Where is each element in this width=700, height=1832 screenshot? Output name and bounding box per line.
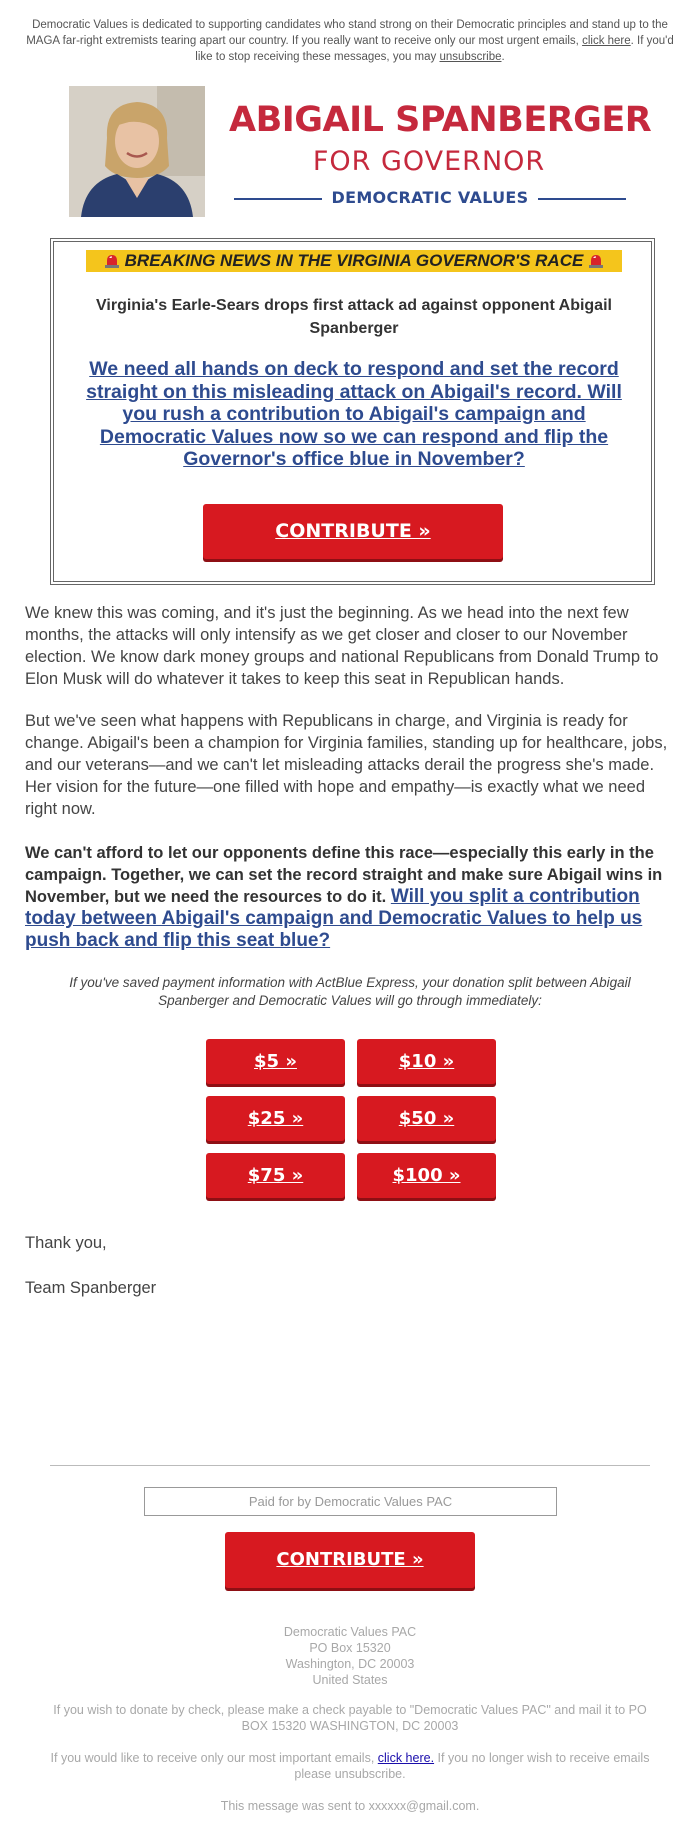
address-line: Democratic Values PAC bbox=[283, 1625, 417, 1639]
divider-right bbox=[538, 198, 626, 200]
org-lockup bbox=[234, 188, 626, 208]
actblue-express-note: If you've saved payment information with ActBlue Express, your donation split between Abigail Spanberger and Democratic Values will go through immediately: bbox=[69, 975, 631, 1008]
address-line: PO Box 15320 bbox=[309, 1641, 391, 1655]
address-line: Washington, DC 20003 bbox=[285, 1657, 415, 1671]
check-donation-note: If you wish to donate by check, please make a check payable to "Democratic Values PAC" and mail it to PO BOX 15320 WASHINGTON, DC 20003 bbox=[53, 1703, 647, 1733]
disclaimer-text-middle: . If you'd like to stop receiving these messages, you may bbox=[195, 35, 674, 63]
footer-contribute-button[interactable]: CONTRIBUTE » bbox=[225, 1532, 475, 1588]
breaking-text: BREAKING NEWS IN THE VIRGINIA GOVERNOR'S RACE bbox=[124, 251, 584, 270]
body-paragraph-2: But we've seen what happens with Republicans in charge, and Virginia is ready for change. Abigail's been a champion for Virginia families, standing up for healthcare, jobs, and our veterans—and we can't let misleading attacks derail the progress she's made. Her vision for the future—one filled with hope and empathy—is exactly what we need right now. bbox=[25, 712, 668, 818]
signoff-team: Team Spanberger bbox=[25, 1279, 157, 1297]
donate-10-button[interactable]: $10 » bbox=[357, 1039, 496, 1084]
footer-divider bbox=[50, 1465, 650, 1466]
siren-icon bbox=[104, 253, 120, 268]
candidate-name: ABIGAIL SPANBERGER bbox=[229, 100, 652, 140]
breaking-banner bbox=[86, 250, 622, 272]
body-paragraph-1: We knew this was coming, and it's just the beginning. As we head into the next few months, the attacks will only intensify as we get closer and closer to our November election. We know dark money groups and national Republicans from Donald Trump to Elon Musk will do whatever it takes to keep this seat in Republican hands. bbox=[25, 604, 659, 688]
contribution-ask-link[interactable]: We need all hands on deck to respond and set the record straight on this misleading attack on Abigail's record. Will you rush a contribution to Abigail's campaign and Democratic Values now so we can respond and flip the Governor's office blue in November? bbox=[86, 358, 622, 470]
breaking-news-box bbox=[50, 238, 655, 585]
recipient-note: This message was sent to xxxxxx@gmail.com. bbox=[220, 1799, 480, 1813]
donate-50-button[interactable]: $50 » bbox=[357, 1096, 496, 1141]
news-headline: Virginia's Earle-Sears drops first attack ad against opponent Abigail Spanberger bbox=[96, 297, 612, 337]
disclaimer-text: Democratic Values is dedicated to supporting candidates who stand strong on their Democratic principles and stand up to the MAGA far-right extremists tearing apart our country. If you really want to receive only our most urgent emails, bbox=[26, 19, 668, 47]
signoff-thanks: Thank you, bbox=[25, 1234, 107, 1252]
email-preferences-text-end: If you no longer wish to receive emails please unsubscribe. bbox=[294, 1751, 650, 1781]
important-emails-link[interactable]: click here. bbox=[377, 1751, 435, 1765]
email-preferences-text: If you would like to receive only our most important emails, bbox=[50, 1751, 378, 1765]
top-disclaimer bbox=[24, 17, 676, 65]
donate-75-button[interactable]: $75 » bbox=[206, 1153, 345, 1198]
paid-for-disclaimer: Paid for by Democratic Values PAC bbox=[144, 1487, 557, 1516]
split-contribution-link[interactable]: Will you split a contribution today between Abigail's campaign and Democratic Values to help us push back and flip this seat blue? bbox=[25, 886, 643, 951]
donate-5-button[interactable]: $5 » bbox=[206, 1039, 345, 1084]
mailing-address bbox=[50, 1624, 650, 1688]
donate-25-button[interactable]: $25 » bbox=[206, 1096, 345, 1141]
donate-100-button[interactable]: $100 » bbox=[357, 1153, 496, 1198]
body-paragraph-3-bold: We can't afford to let our opponents define this race—especially this early in the campaign. Together, we can set the record straight and make sure Abigail wins in November, but we need the resources to do it. bbox=[25, 844, 663, 906]
candidate-photo bbox=[69, 86, 205, 217]
urgent-emails-link[interactable]: click here bbox=[582, 35, 631, 47]
address-line: United States bbox=[312, 1673, 388, 1687]
disclaimer-text-end: . bbox=[501, 51, 505, 63]
org-logo: DEMOCRATIC VALUES bbox=[331, 188, 529, 207]
breaking-news-inner bbox=[53, 241, 652, 582]
body-paragraph-3 bbox=[25, 842, 680, 952]
email-preferences-note bbox=[50, 1750, 650, 1782]
campaign-header bbox=[69, 86, 652, 218]
contribute-button[interactable]: CONTRIBUTE » bbox=[203, 504, 503, 559]
divider-left bbox=[234, 198, 322, 200]
candidate-office: FOR GOVERNOR bbox=[312, 146, 546, 177]
unsubscribe-link[interactable]: unsubscribe bbox=[439, 51, 502, 63]
siren-icon bbox=[588, 253, 604, 268]
